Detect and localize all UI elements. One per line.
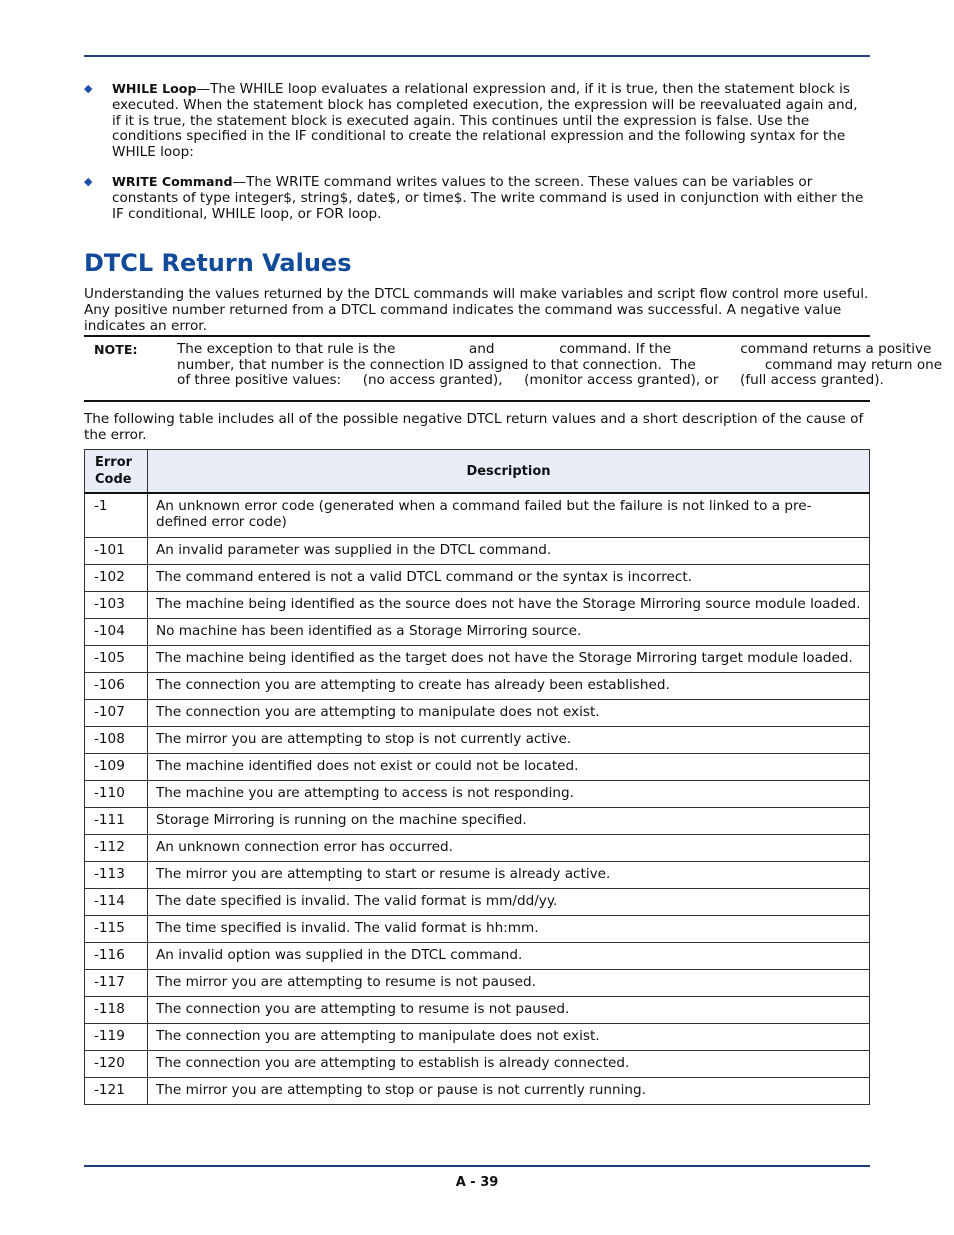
error-code-cell: -107 xyxy=(85,699,148,726)
table-header-row xyxy=(85,450,870,494)
description-cell: An invalid parameter was supplied in the DTCL command. xyxy=(148,537,870,564)
table-row xyxy=(85,861,870,888)
error-code-cell: -110 xyxy=(85,780,148,807)
description-cell: An unknown connection error has occurred. xyxy=(148,834,870,861)
description-cell: The machine being identified as the target does not have the Storage Mirroring target module loaded. xyxy=(148,645,870,672)
table-row xyxy=(85,753,870,780)
table-row xyxy=(85,942,870,969)
error-code-cell: -102 xyxy=(85,564,148,591)
error-code-cell: -119 xyxy=(85,1023,148,1050)
while-loop-text xyxy=(112,81,870,161)
table-row xyxy=(85,780,870,807)
table-row xyxy=(85,1050,870,1077)
error-code-cell: -104 xyxy=(85,618,148,645)
table-row xyxy=(85,726,870,753)
write-command-term: WRITE Command xyxy=(112,174,233,189)
error-code-header-line1: Error xyxy=(95,455,133,470)
description-cell: The connection you are attempting to manipulate does not exist. xyxy=(148,1023,870,1050)
table-row xyxy=(85,1077,870,1104)
table-row xyxy=(85,537,870,564)
description-cell: The mirror you are attempting to stop is not currently active. xyxy=(148,726,870,753)
note-line: of three positive values: (no access granted), (monitor access granted), or (full access granted). xyxy=(177,372,884,389)
error-code-cell: -116 xyxy=(85,942,148,969)
description-cell: The time specified is invalid. The valid format is hh:mm. xyxy=(148,915,870,942)
footer-rule xyxy=(84,1165,870,1167)
table-row xyxy=(85,564,870,591)
while-loop-term: WHILE Loop xyxy=(112,81,197,96)
table-row xyxy=(85,618,870,645)
write-command-bullet xyxy=(84,174,870,222)
table-row xyxy=(85,493,870,537)
error-code-cell: -118 xyxy=(85,996,148,1023)
description-cell: The machine being identified as the source does not have the Storage Mirroring source module loaded. xyxy=(148,591,870,618)
while-loop-bullet xyxy=(84,81,870,161)
table-row xyxy=(85,591,870,618)
error-code-cell: -108 xyxy=(85,726,148,753)
table-body xyxy=(85,493,870,1104)
error-code-header xyxy=(85,450,148,494)
description-cell: An unknown error code (generated when a command failed but the failure is not linked to a pre-defined error code) xyxy=(148,493,870,537)
error-code-cell: -117 xyxy=(85,969,148,996)
description-cell: The date specified is invalid. The valid format is mm/dd/yy. xyxy=(148,888,870,915)
note-label: NOTE: xyxy=(94,342,138,357)
note-body xyxy=(177,341,943,389)
diamond-bullet-icon: ◆ xyxy=(84,82,93,95)
table-row xyxy=(85,834,870,861)
error-code-cell: -1 xyxy=(85,493,148,537)
section-intro: Understanding the values returned by the DTCL commands will make variables and script flow control more useful. Any positive number returned from a DTCL command indicates the command was successful. A negative value indicates an error. xyxy=(84,286,869,334)
note-line: number, that number is the connection ID assigned to that connection. The command may return one xyxy=(177,356,943,373)
error-code-cell: -120 xyxy=(85,1050,148,1077)
description-cell: An invalid option was supplied in the DTCL command. xyxy=(148,942,870,969)
table-intro: The following table includes all of the possible negative DTCL return values and a short description of the cause of the error. xyxy=(84,411,864,443)
table-row xyxy=(85,699,870,726)
error-code-header-line2: Code xyxy=(95,472,132,487)
description-cell: No machine has been identified as a Storage Mirroring source. xyxy=(148,618,870,645)
error-code-cell: -103 xyxy=(85,591,148,618)
error-code-cell: -115 xyxy=(85,915,148,942)
error-code-cell: -105 xyxy=(85,645,148,672)
error-code-cell: -106 xyxy=(85,672,148,699)
error-code-cell: -114 xyxy=(85,888,148,915)
description-cell: Storage Mirroring is running on the machine specified. xyxy=(148,807,870,834)
diamond-bullet-icon: ◆ xyxy=(84,175,93,188)
description-cell: The connection you are attempting to establish is already connected. xyxy=(148,1050,870,1077)
description-cell: The machine identified does not exist or could not be located. xyxy=(148,753,870,780)
note-line: The exception to that rule is the and command. If the command returns a positive xyxy=(177,341,932,357)
error-code-cell: -101 xyxy=(85,537,148,564)
table-row xyxy=(85,996,870,1023)
table-row xyxy=(85,915,870,942)
description-cell: The mirror you are attempting to stop or pause is not currently running. xyxy=(148,1077,870,1104)
table-row xyxy=(85,1023,870,1050)
description-cell: The connection you are attempting to manipulate does not exist. xyxy=(148,699,870,726)
error-code-cell: -111 xyxy=(85,807,148,834)
note-box xyxy=(84,335,943,402)
description-cell: The connection you are attempting to create has already been established. xyxy=(148,672,870,699)
table-row xyxy=(85,807,870,834)
description-cell: The command entered is not a valid DTCL command or the syntax is incorrect. xyxy=(148,564,870,591)
description-cell: The mirror you are attempting to start or resume is already active. xyxy=(148,861,870,888)
error-code-cell: -121 xyxy=(85,1077,148,1104)
description-cell: The mirror you are attempting to resume is not paused. xyxy=(148,969,870,996)
return-values-table xyxy=(84,449,870,1105)
page-number: A - 39 xyxy=(455,1175,499,1190)
table-row xyxy=(85,969,870,996)
description-cell: The connection you are attempting to resume is not paused. xyxy=(148,996,870,1023)
error-code-cell: -112 xyxy=(85,834,148,861)
description-cell: The machine you are attempting to access is not responding. xyxy=(148,780,870,807)
error-code-cell: -113 xyxy=(85,861,148,888)
error-code-cell: -109 xyxy=(85,753,148,780)
while-loop-description: —The WHILE loop evaluates a relational expression and, if it is true, then the statement block is executed. When the statement block has completed execution, the expression will be reevaluated again and, if it is true, the statement block is executed again. This continues until the expression is false. Use the conditions specified in the IF conditional to create the relational expression and the following syntax for the WHILE loop: xyxy=(112,81,858,161)
header-rule xyxy=(84,55,870,57)
write-command-description: —The WRITE command writes values to the screen. These values can be variables or constants of type integer$, string$, date$, or time$. The write command is used in conjunction with either the IF conditional, WHILE loop, or FOR loop. xyxy=(112,174,864,222)
section-heading: DTCL Return Values xyxy=(84,249,352,277)
write-command-text xyxy=(112,174,870,222)
table-row xyxy=(85,672,870,699)
table-row xyxy=(85,888,870,915)
table-row xyxy=(85,645,870,672)
description-header: Description xyxy=(148,450,870,494)
